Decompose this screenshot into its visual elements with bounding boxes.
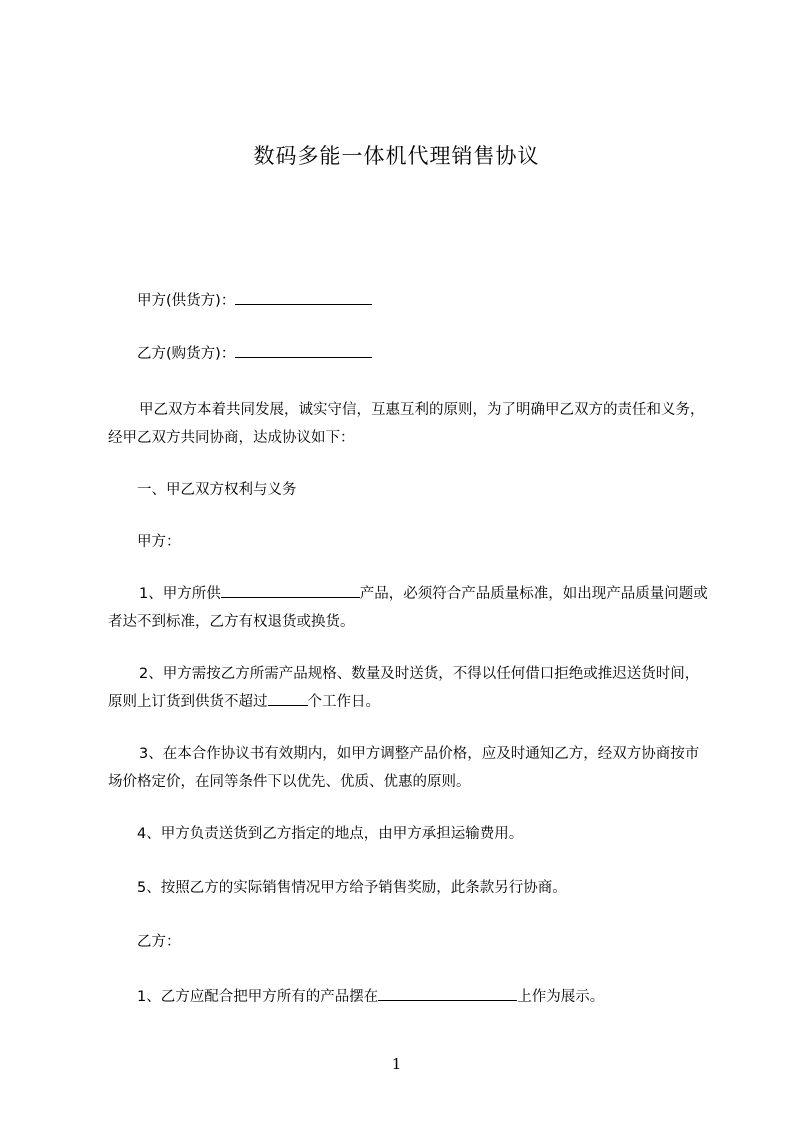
party-a-line	[137, 287, 739, 315]
party-b-blank	[235, 343, 372, 358]
party-b-label: 乙方(购货方)：	[137, 346, 236, 362]
document-title: 数码多能一体机代理销售协议	[253, 144, 540, 168]
clause-a1-post: 产品，必须符合产品质量标准，如出现产品质量问题或者达不到标准，乙方有权退货或换货。	[108, 586, 708, 630]
section-1-heading: 一、甲乙双方权利与义务	[137, 482, 297, 498]
clause-a4: 4、甲方负责送货到乙方指定的地点，由甲方承担运输费用。	[137, 826, 524, 842]
clause-b1	[137, 983, 739, 1011]
party-a-label: 甲方(供货方)：	[137, 293, 236, 309]
clause-a2-pre: 2、甲方需按乙方所需产品规格、数量及时送货，不得以任何借口拒绝或推迟送货时间，原则上订货到供货不超过	[108, 666, 700, 710]
party-b-heading: 乙方：	[137, 934, 181, 950]
intro-paragraph: 甲乙双方本着共同发展，诚实守信，互惠互利的原则，为了明确甲乙双方的责任和义务，经甲乙双方共同协商，达成协议如下：	[108, 402, 705, 446]
clause-a5: 5、按照乙方的实际销售情况甲方给予销售奖励，此条款另行协商。	[137, 880, 567, 896]
clause-a2-blank	[268, 691, 308, 706]
clause-b1-blank	[378, 986, 517, 1001]
clause-a1-pre: 1、甲方所供	[139, 586, 221, 602]
party-b-line	[137, 340, 739, 368]
clause-a1-blank	[221, 583, 360, 598]
party-a-blank	[235, 290, 372, 305]
clause-a1	[108, 580, 710, 636]
party-a-heading: 甲方：	[137, 534, 181, 550]
clause-a3: 3、在本合作协议书有效期内，如甲方调整产品价格，应及时通知乙方，经双方协商按市场价格定价，在同等条件下以优先、优质、优惠的原则。	[108, 746, 700, 790]
clause-b1-post: 上作为展示。	[517, 989, 605, 1005]
clause-a2-post: 个工作日。	[307, 694, 380, 710]
clause-b1-pre: 1、乙方应配合把甲方所有的产品摆在	[137, 989, 379, 1005]
clause-a2	[108, 660, 710, 716]
page-number: 1	[391, 1055, 402, 1073]
